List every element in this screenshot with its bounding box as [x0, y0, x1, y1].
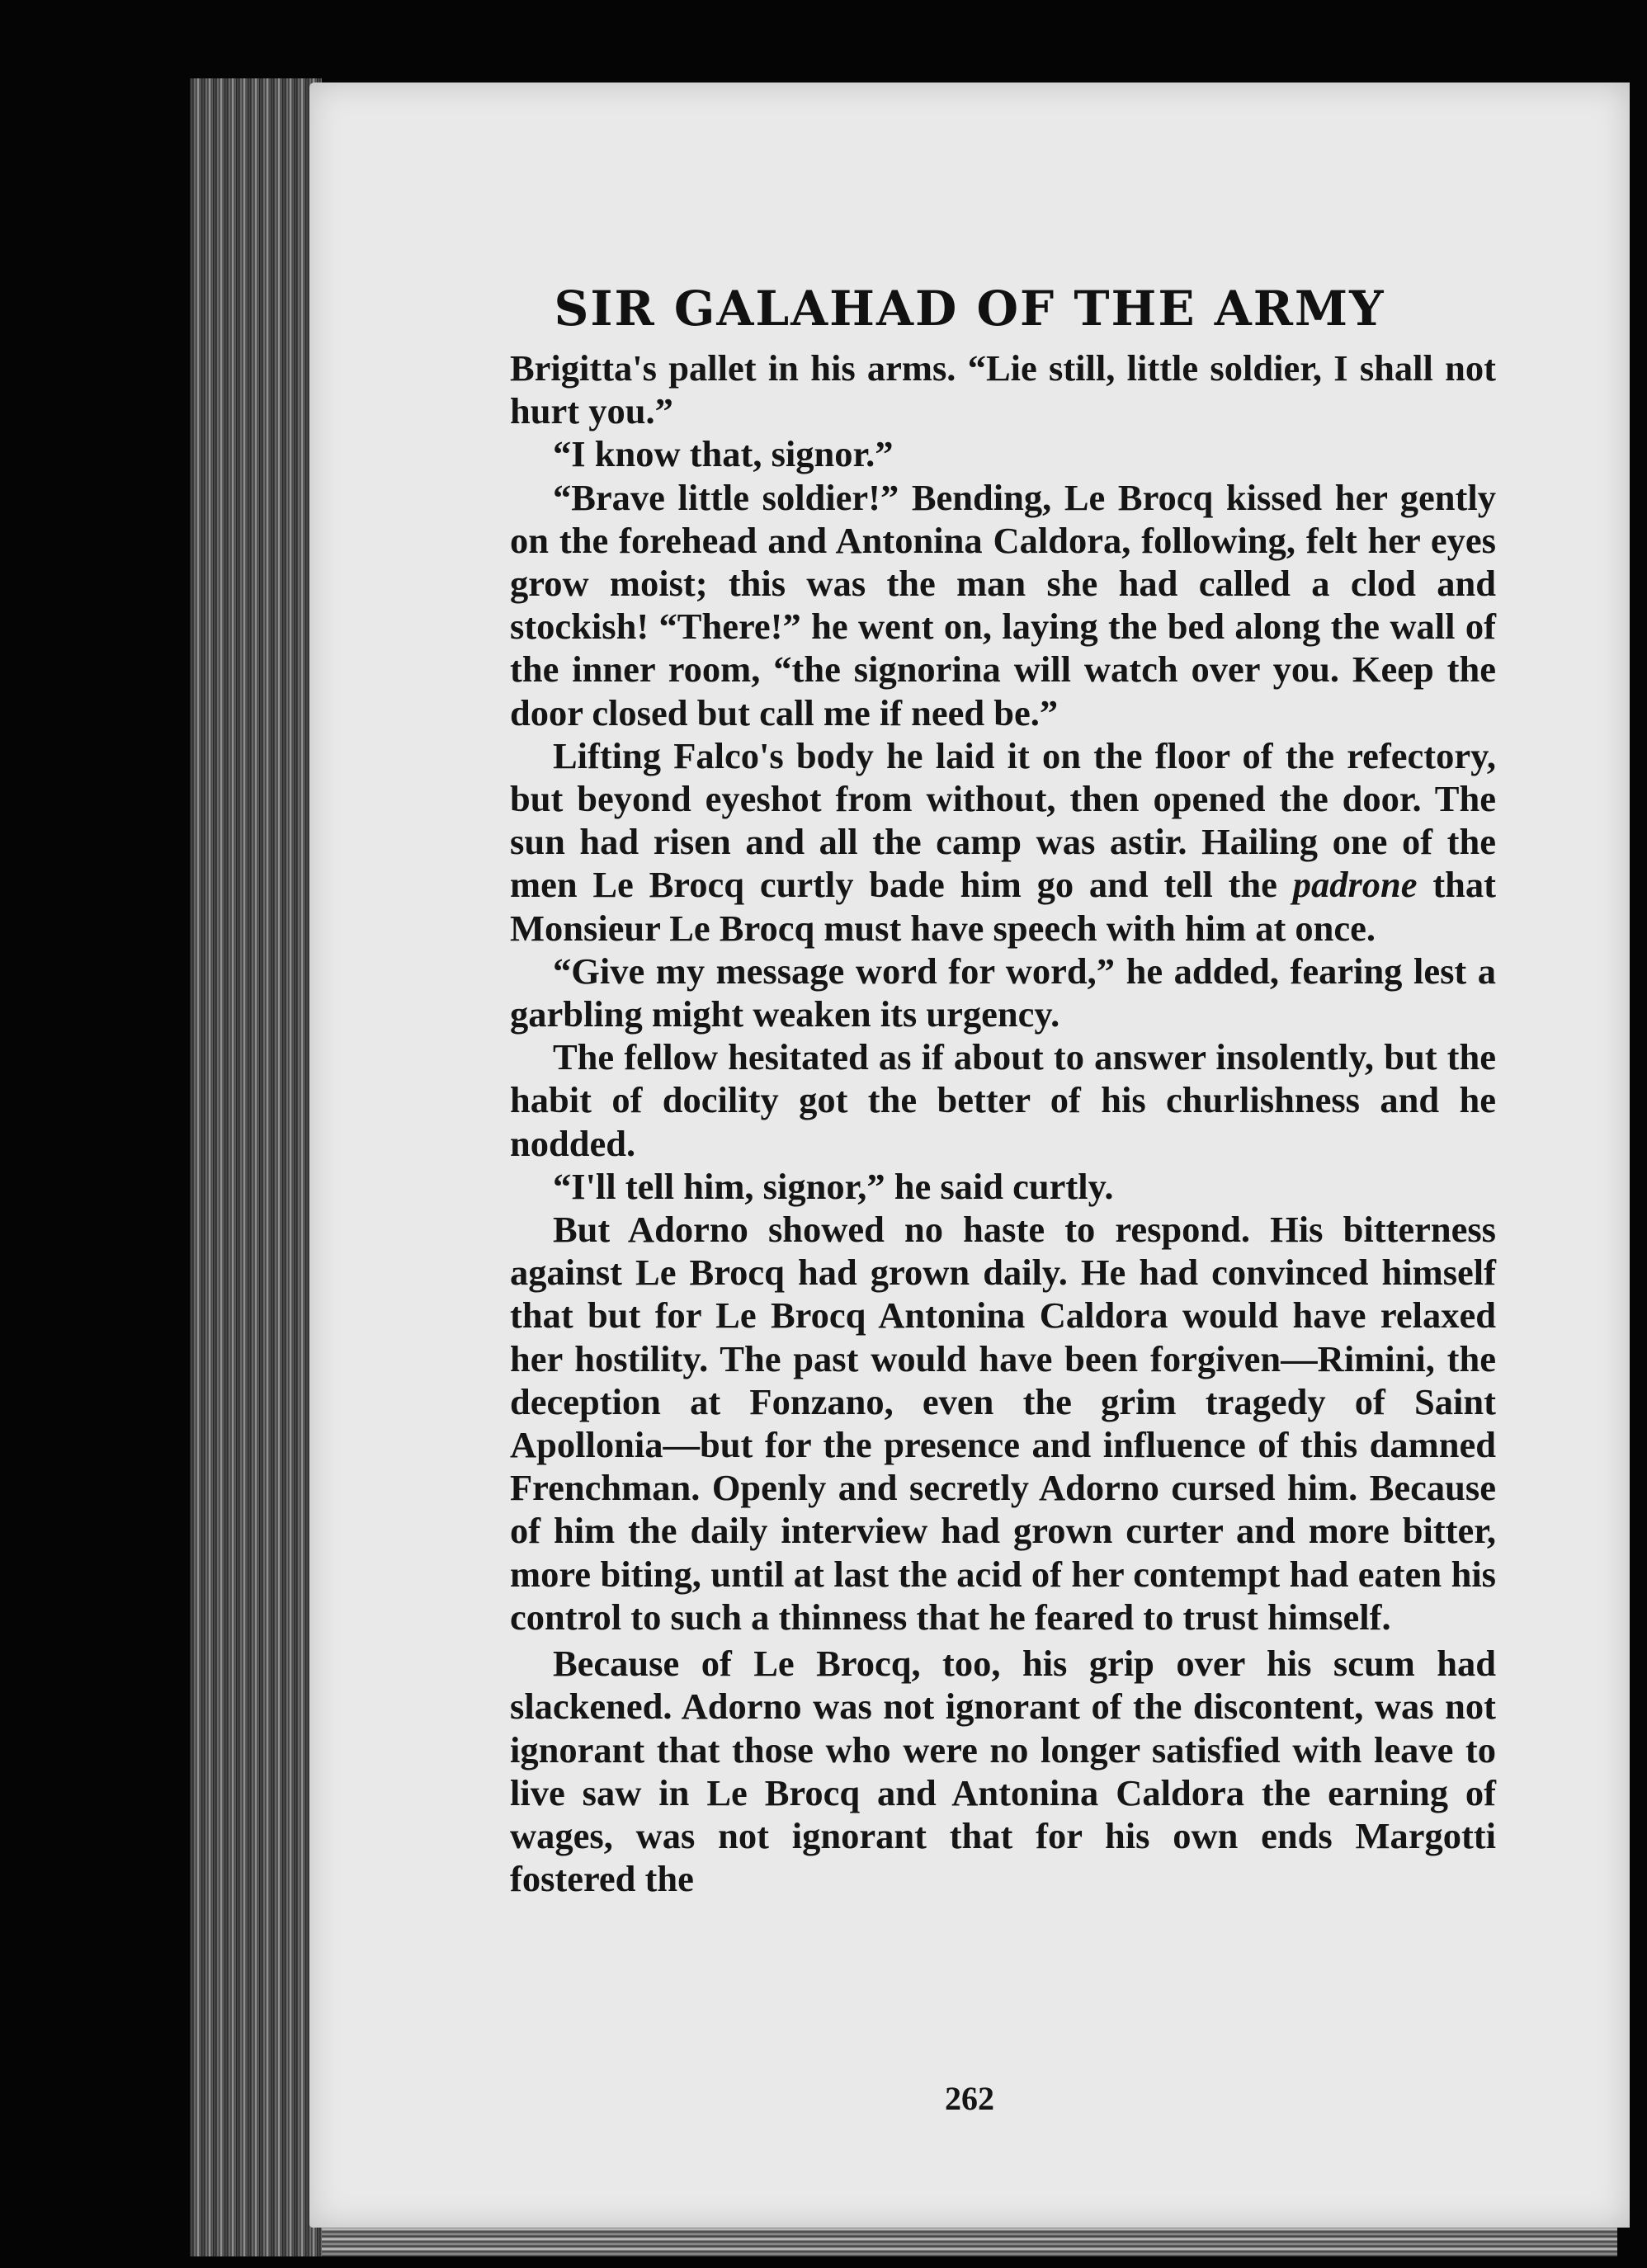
paragraph: Because of Le Brocq, too, his grip over his scum had slackened. Adorno was not ignorant of the discontent, was not ignorant that those who were no longer satisfied with leave to live saw in Le Brocq and Antonina Caldora the earning of wages, was not ignorant that for his own ends Margotti fostered the: [510, 1643, 1496, 1900]
paragraph-text: Lifting Falco's body he laid it on the floor of the refectory, but beyond eyeshot from without, then opened the door. The sun had risen and all the camp was astir. Hailing one of the men Le Brocq curtly bade him go and tell the: [510, 734, 1496, 906]
paragraph: “I know that, signor.”: [553, 433, 894, 475]
paragraph: [510, 734, 1496, 950]
paragraph: But Adorno showed no haste to respond. His bitterness against Le Brocq had grown daily. He had convinced himself that but for Le Brocq Antonina Caldora would have relaxed her hostility. The past would have been forgiven—Rimini, the deception at Fonzano, even the grim tragedy of Saint Apollonia—but for the presence and influence of this damned Frenchman. Openly and secretly Adorno cursed him. Because of him the daily interview had grown curter and more bitter, more biting, until at last the acid of her contempt had eaten his control to such a thinness that he feared to trust himself.: [510, 1209, 1496, 1638]
running-head: SIR GALAHAD OF THE ARMY: [554, 281, 1385, 337]
book-page-edges: [190, 78, 322, 2256]
paragraph-text: that Monsieur Le Brocq must have speech with him at once.: [510, 864, 1496, 949]
paragraph: “Brave little soldier!” Bending, Le Brocq kissed her gently on the forehead and Antonina Caldora, following, felt her eyes grow moist; this was the man she had called a clod and stockish! “There!” he went on, laying the bed along the wall of the inner room, “the signorina will watch over you. Keep the door closed but call me if need be.”: [510, 476, 1496, 733]
paragraph: Brigitta's pallet in his arms. “Lie still, little soldier, I shall not hurt you.”: [510, 347, 1496, 432]
paragraph: The fellow hesitated as if about to answer insolently, but the habit of docility got the better of his churlishness and he nodded.: [510, 1036, 1496, 1164]
paragraph: “I'll tell him, signor,” he said curtly.: [553, 1165, 1114, 1207]
italic-term: padrone: [1292, 864, 1418, 906]
book-page: [309, 83, 1630, 2228]
page-number: 262: [945, 2080, 994, 2117]
body-text: [510, 347, 1496, 1900]
paragraph: “Give my message word for word,” he added, fearing lest a garbling might weaken its urgency.: [510, 950, 1496, 1035]
